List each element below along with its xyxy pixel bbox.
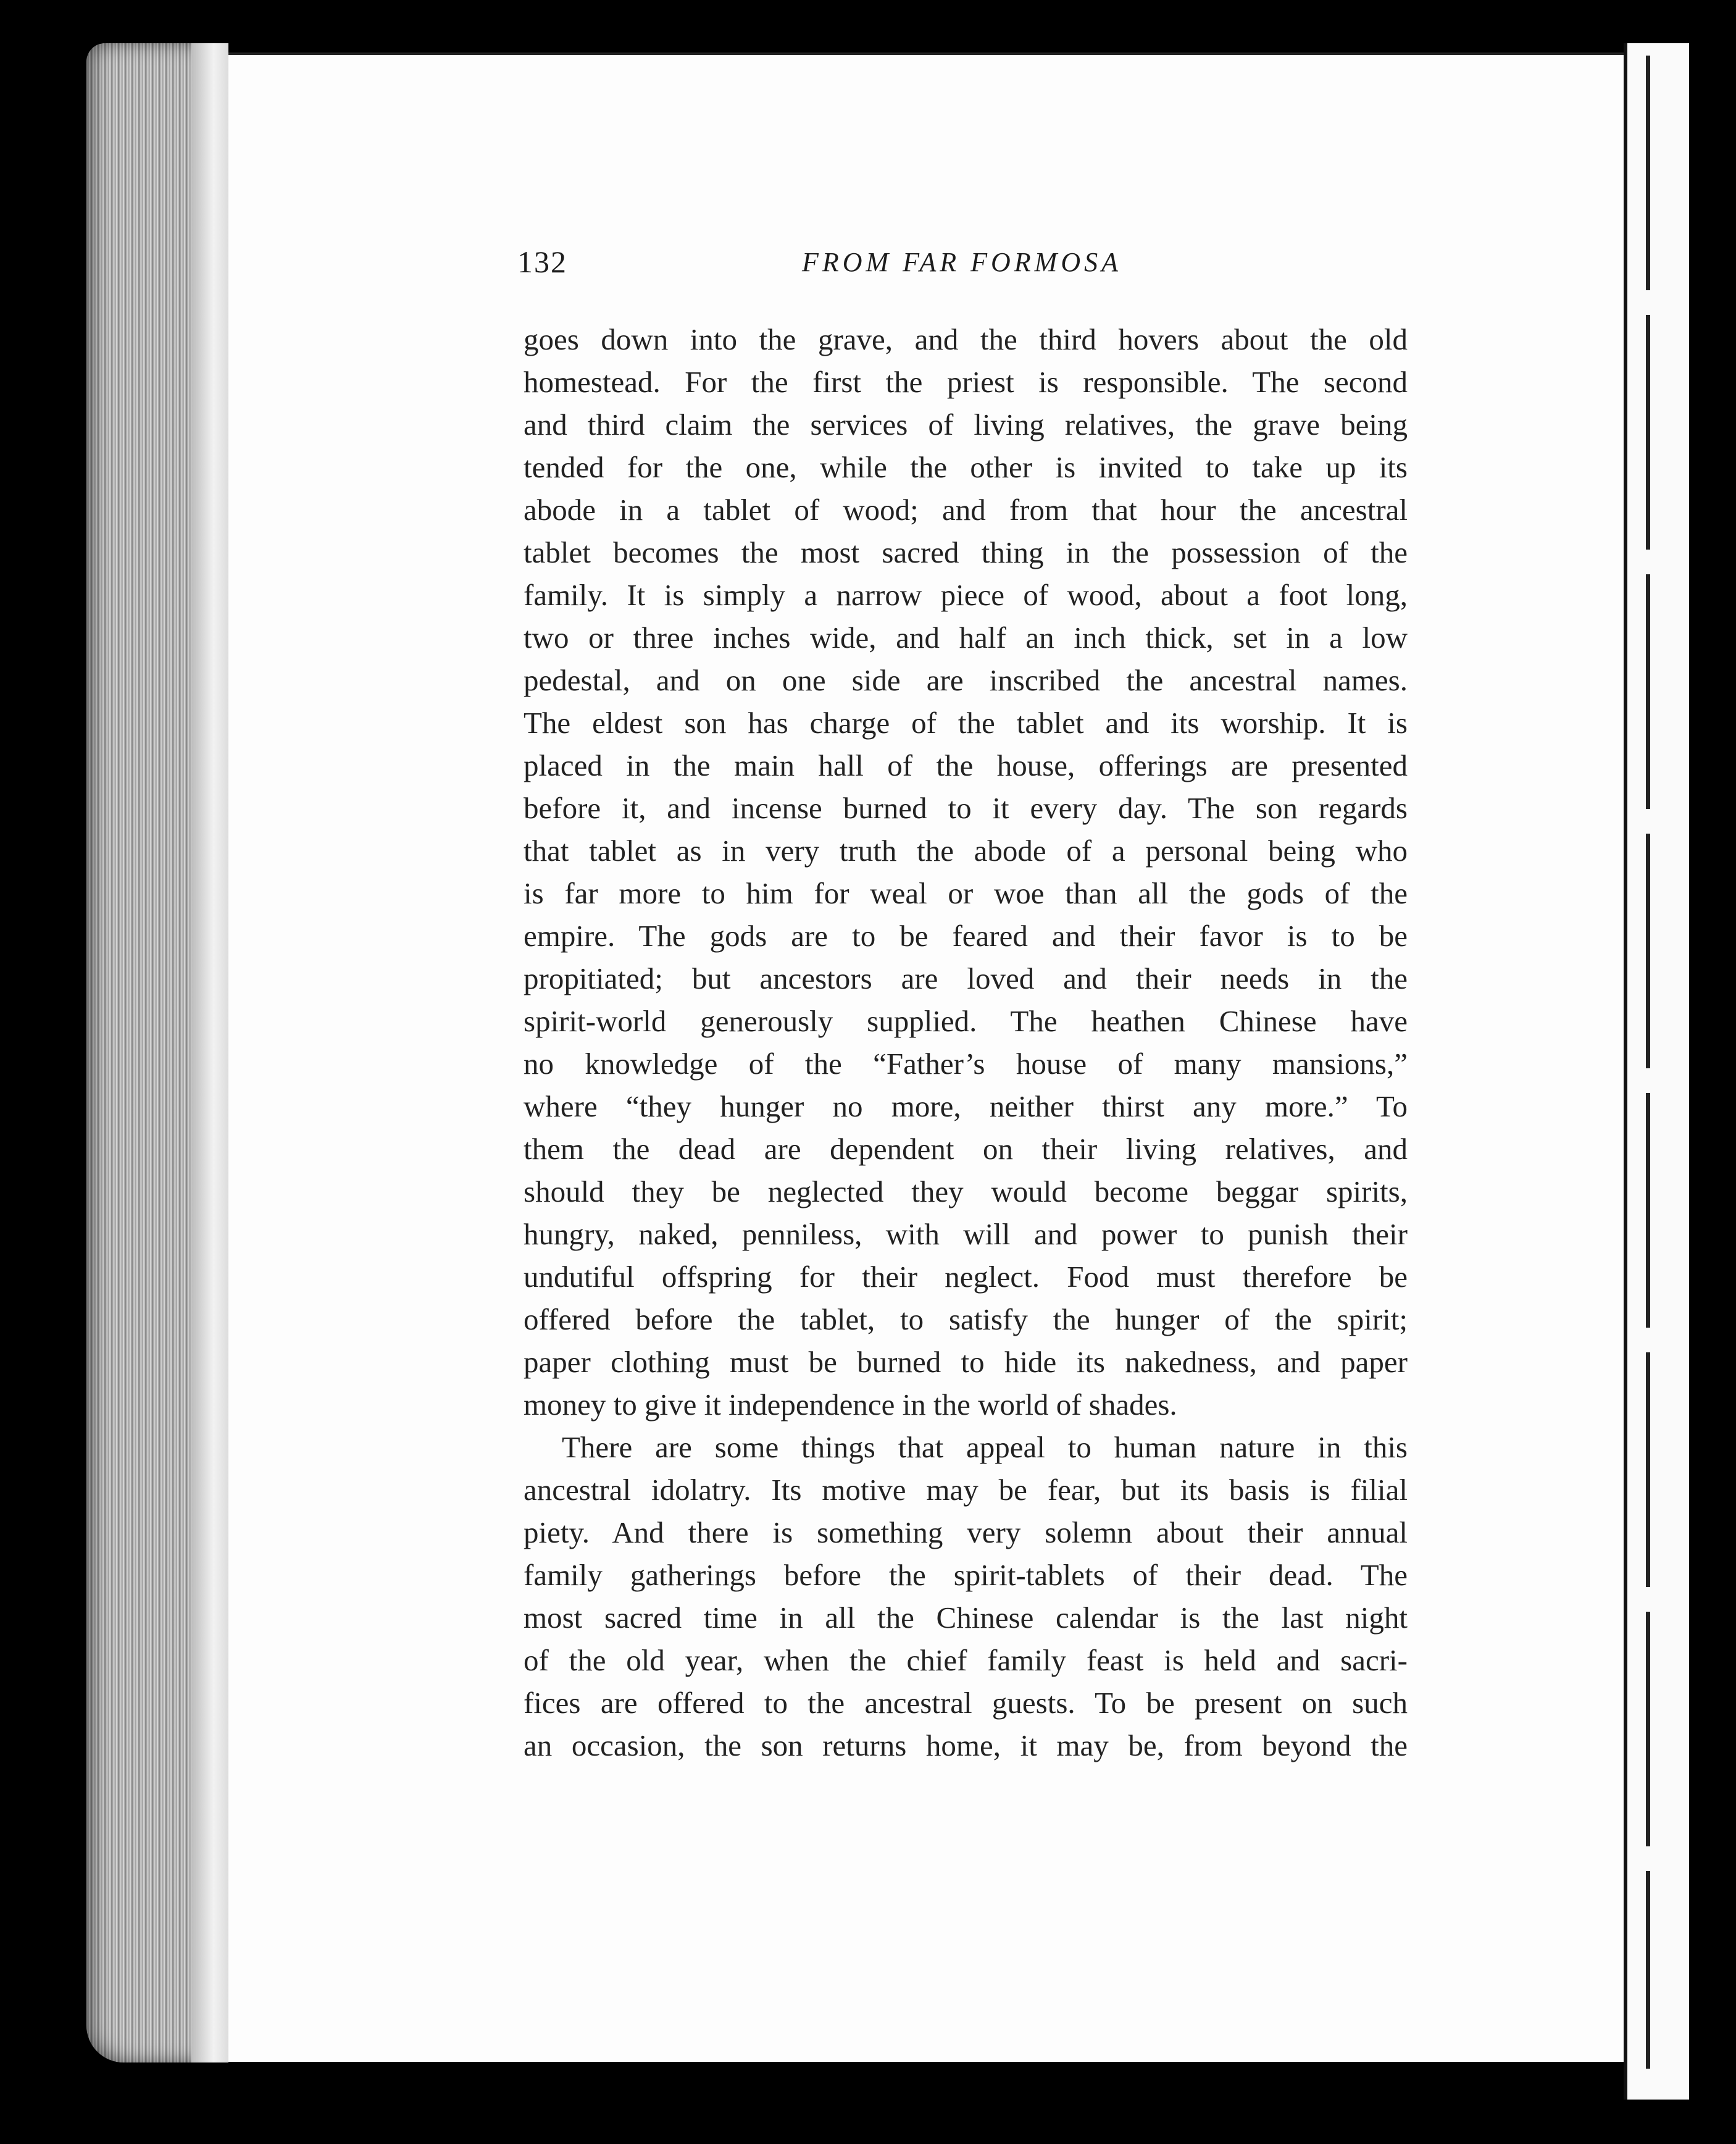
text-line: of the old year, when the chief family feast is held and sacri- [524,1643,1408,1677]
text-line: offered before the tablet, to satisfy the hunger of the spirit; [524,1302,1408,1336]
text-line: fices are offered to the ancestral guests. To be present on such [524,1686,1408,1720]
text-line: abode in a tablet of wood; and from that hour the ancestral [524,493,1408,527]
running-header [517,244,1406,287]
text-line: hungry, naked, penniless, with will and power to punish their [524,1217,1408,1251]
text-line: family gatherings before the spirit-tablets of their dead. The [524,1558,1408,1592]
text-line: that tablet as in very truth the abode of a personal being who [524,834,1408,868]
binding-strip [1624,43,1689,2100]
text-line: The eldest son has charge of the tablet and its worship. It is [524,706,1408,740]
book-page-edges [86,43,228,2062]
text-line: family. It is simply a narrow piece of wood, about a foot long, [524,578,1408,612]
text-line: empire. The gods are to be feared and their favor is to be [524,919,1408,953]
text-line: is far more to him for weal or woe than all the gods of the [524,876,1408,910]
text-line: paper clothing must be burned to hide its nakedness, and paper [524,1345,1408,1379]
text-line: should they be neglected they would become beggar spirits, [524,1175,1408,1208]
text-line: tablet becomes the most sacred thing in the possession of the [524,535,1408,569]
text-line: an occasion, the son returns home, it may be, from beyond the [524,1728,1408,1762]
text-line: There are some things that appeal to human nature in this [562,1430,1408,1464]
text-line: placed in the main hall of the house, offerings are presented [524,748,1408,782]
text-line: money to give it independence in the world of shades. [524,1388,1177,1422]
text-line: undutiful offspring for their neglect. Food must therefore be [524,1260,1408,1294]
running-title: FROM FAR FORMOSA [802,247,1122,277]
text-line: homestead. For the first the priest is responsible. The second [524,365,1408,399]
page-number: 132 [517,245,567,279]
scan-border-bottom [0,2100,1736,2144]
text-line: no knowledge of the “Father’s house of many mansions,” [524,1047,1408,1081]
text-line: propitiated; but ancestors are loved and their needs in the [524,961,1408,995]
text-line: and third claim the services of living relatives, the grave being [524,408,1408,442]
body-text [524,318,1408,1767]
scan-border-top [0,0,1736,43]
text-line: pedestal, and on one side are inscribed the ancestral names. [524,663,1408,697]
text-line: where “they hunger no more, neither thirst any more.” To [524,1089,1408,1123]
text-line: before it, and incense burned to it every day. The son regards [524,791,1408,825]
text-line: two or three inches wide, and half an inch thick, set in a low [524,621,1408,655]
text-line: goes down into the grave, and the third hovers about the old [524,322,1408,356]
text-line: them the dead are dependent on their living relatives, and [524,1132,1408,1166]
text-line: most sacred time in all the Chinese calendar is the last night [524,1601,1408,1635]
text-line: piety. And there is something very solemn about their annual [524,1515,1408,1549]
text-line: spirit-world generously supplied. The heathen Chinese have [524,1004,1408,1038]
text-line: ancestral idolatry. Its motive may be fear, but its basis is filial [524,1473,1408,1507]
text-line: tended for the one, while the other is invited to take up its [524,450,1408,484]
